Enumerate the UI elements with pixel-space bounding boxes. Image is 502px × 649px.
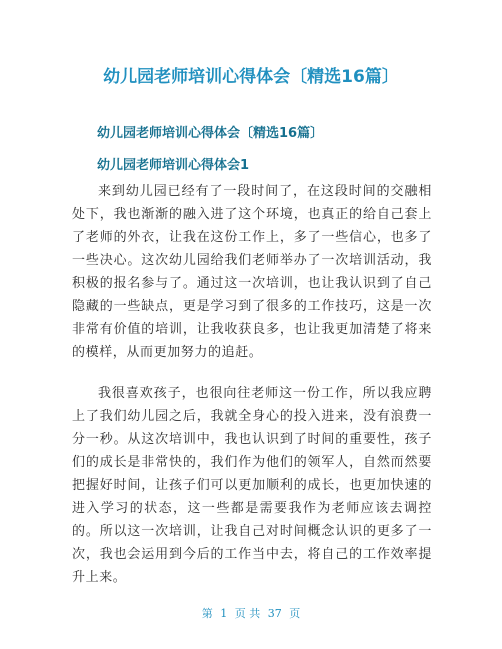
- footer-middle: 页 共: [234, 607, 261, 620]
- footer-total-pages: 37: [267, 607, 282, 620]
- section-subtitle: 幼儿园老师培训心得体会〔精选16篇〕: [97, 126, 324, 141]
- page-footer: [0, 605, 502, 621]
- body-paragraph-1: 来到幼儿园已经有了一段时间了，在这段时间的交融相处下，我也渐渐的融入进了这个环境，也真正的给自己套上了老师的外衣，让我在这份工作上，多了一些信心，也多了一些决心。这次幼儿园给我们老师举办了一次培训活动，我积极的报名参与了。通过这一次培训，也让我认识到了自己隐藏的一些缺点，更是学习到了很多的工作技巧，这是一次非常有价值的培训，让我收获良多，也让我更加清楚了将来的模样，从而更加努力的追赶。: [72, 184, 432, 360]
- footer-suffix: 页: [289, 607, 301, 620]
- document-title: 幼儿园老师培训心得体会〔精选16篇〕: [103, 67, 399, 87]
- footer-page-number: 1: [220, 607, 228, 620]
- section-heading: 幼儿园老师培训心得体会1: [97, 158, 250, 173]
- footer-prefix: 第: [201, 607, 213, 620]
- body-paragraph-2: 我很喜欢孩子，也很向往老师这一份工作，所以我应聘上了我们幼儿园之后，我就全身心的投入进来，没有浪费一分一秒。从这次培训中，我也认识到了时间的重要性，孩子们的成长是非常快的，我们作为他们的领军人，自然而然要把握好时间，让孩子们可以更加顺利的成长，也更加快速的进入学习的状态，这一些都是需要我作为老师应该去调控的。所以这一次培训，让我自己对时间概念认识的更多了一次，我也会运用到今后的工作当中去，将自己的工作效率提升上来。: [72, 386, 432, 585]
